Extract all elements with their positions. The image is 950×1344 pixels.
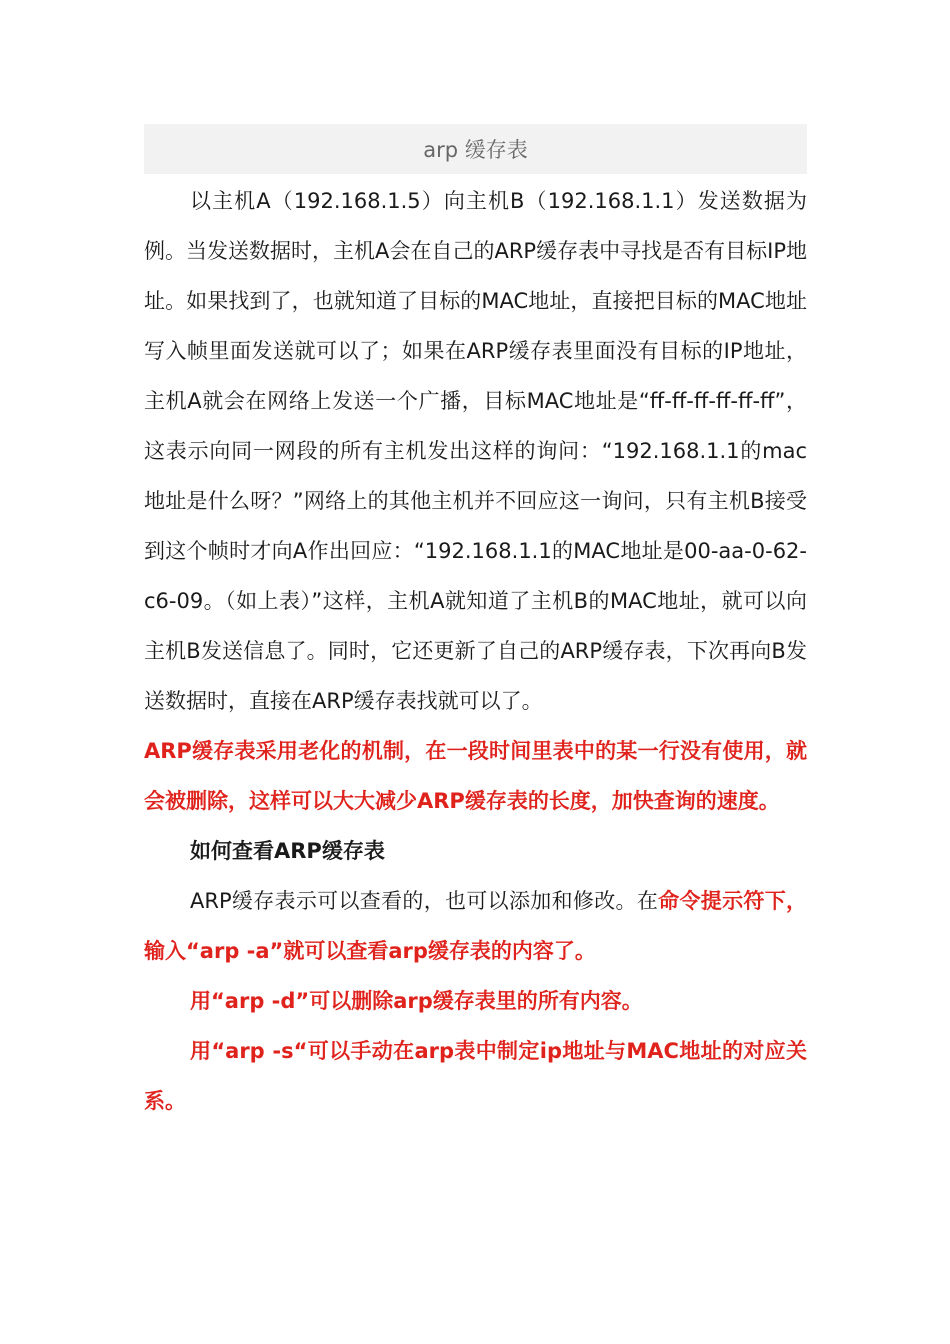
paragraph-view-prefix: ARP缓存表示可以查看的，也可以添加和修改。在 xyxy=(190,889,659,913)
paragraph-arp-static: 用“arp -s“可以手动在arp表中制定ip地址与MAC地址的对应关系。 xyxy=(144,1039,807,1113)
document-title xyxy=(144,124,807,174)
document-body xyxy=(144,176,807,1126)
paragraph-arp-lookup: 以主机A（192.168.1.5）向主机B（192.168.1.1）发送数据为例。当发送数据时，主机A会在自己的ARP缓存表中寻找是否有目标IP地址。如果找到了，也就知道了目标的MAC地址，直接把目标的MAC地址写入帧里面发送就可以了；如果在ARP缓存表里面没有目标的IP地址，主机A就会在网络上发送一个广播，目标MAC地址是“ff-ff-ff-ff-ff-ff”，这表示向同一网段的所有主机发出这样的询问：“192.168.1.1的mac地址是什么呀？”网络上的其他主机并不回应这一询问，只有主机B接受到这个帧时才向A作出回应：“192.168.1.1的MAC地址是00-aa-0-62-c6-09。（如上表）”这样，主机A就知道了主机B的MAC地址，就可以向主机B发送信息了。同时，它还更新了自己的ARP缓存表，下次再向B发送数据时，直接在ARP缓存表找就可以了。 xyxy=(144,189,807,713)
paragraph-arp-aging: ARP缓存表采用老化的机制，在一段时间里表中的某一行没有使用，就会被删除，这样可以大大减少ARP缓存表的长度，加快查询的速度。 xyxy=(144,739,807,813)
heading-how-to-view: 如何查看ARP缓存表 xyxy=(190,839,385,863)
document-page xyxy=(144,124,807,1126)
paragraph-arp-delete: 用“arp -d”可以删除arp缓存表里的所有内容。 xyxy=(190,989,643,1013)
paragraph-view-command: 命令提示符下，输入“arp -a”就可以查看arp缓存表的内容了。 xyxy=(144,889,808,963)
paragraph-view-arp xyxy=(144,876,807,976)
document-title-text: arp 缓存表 xyxy=(423,138,528,162)
